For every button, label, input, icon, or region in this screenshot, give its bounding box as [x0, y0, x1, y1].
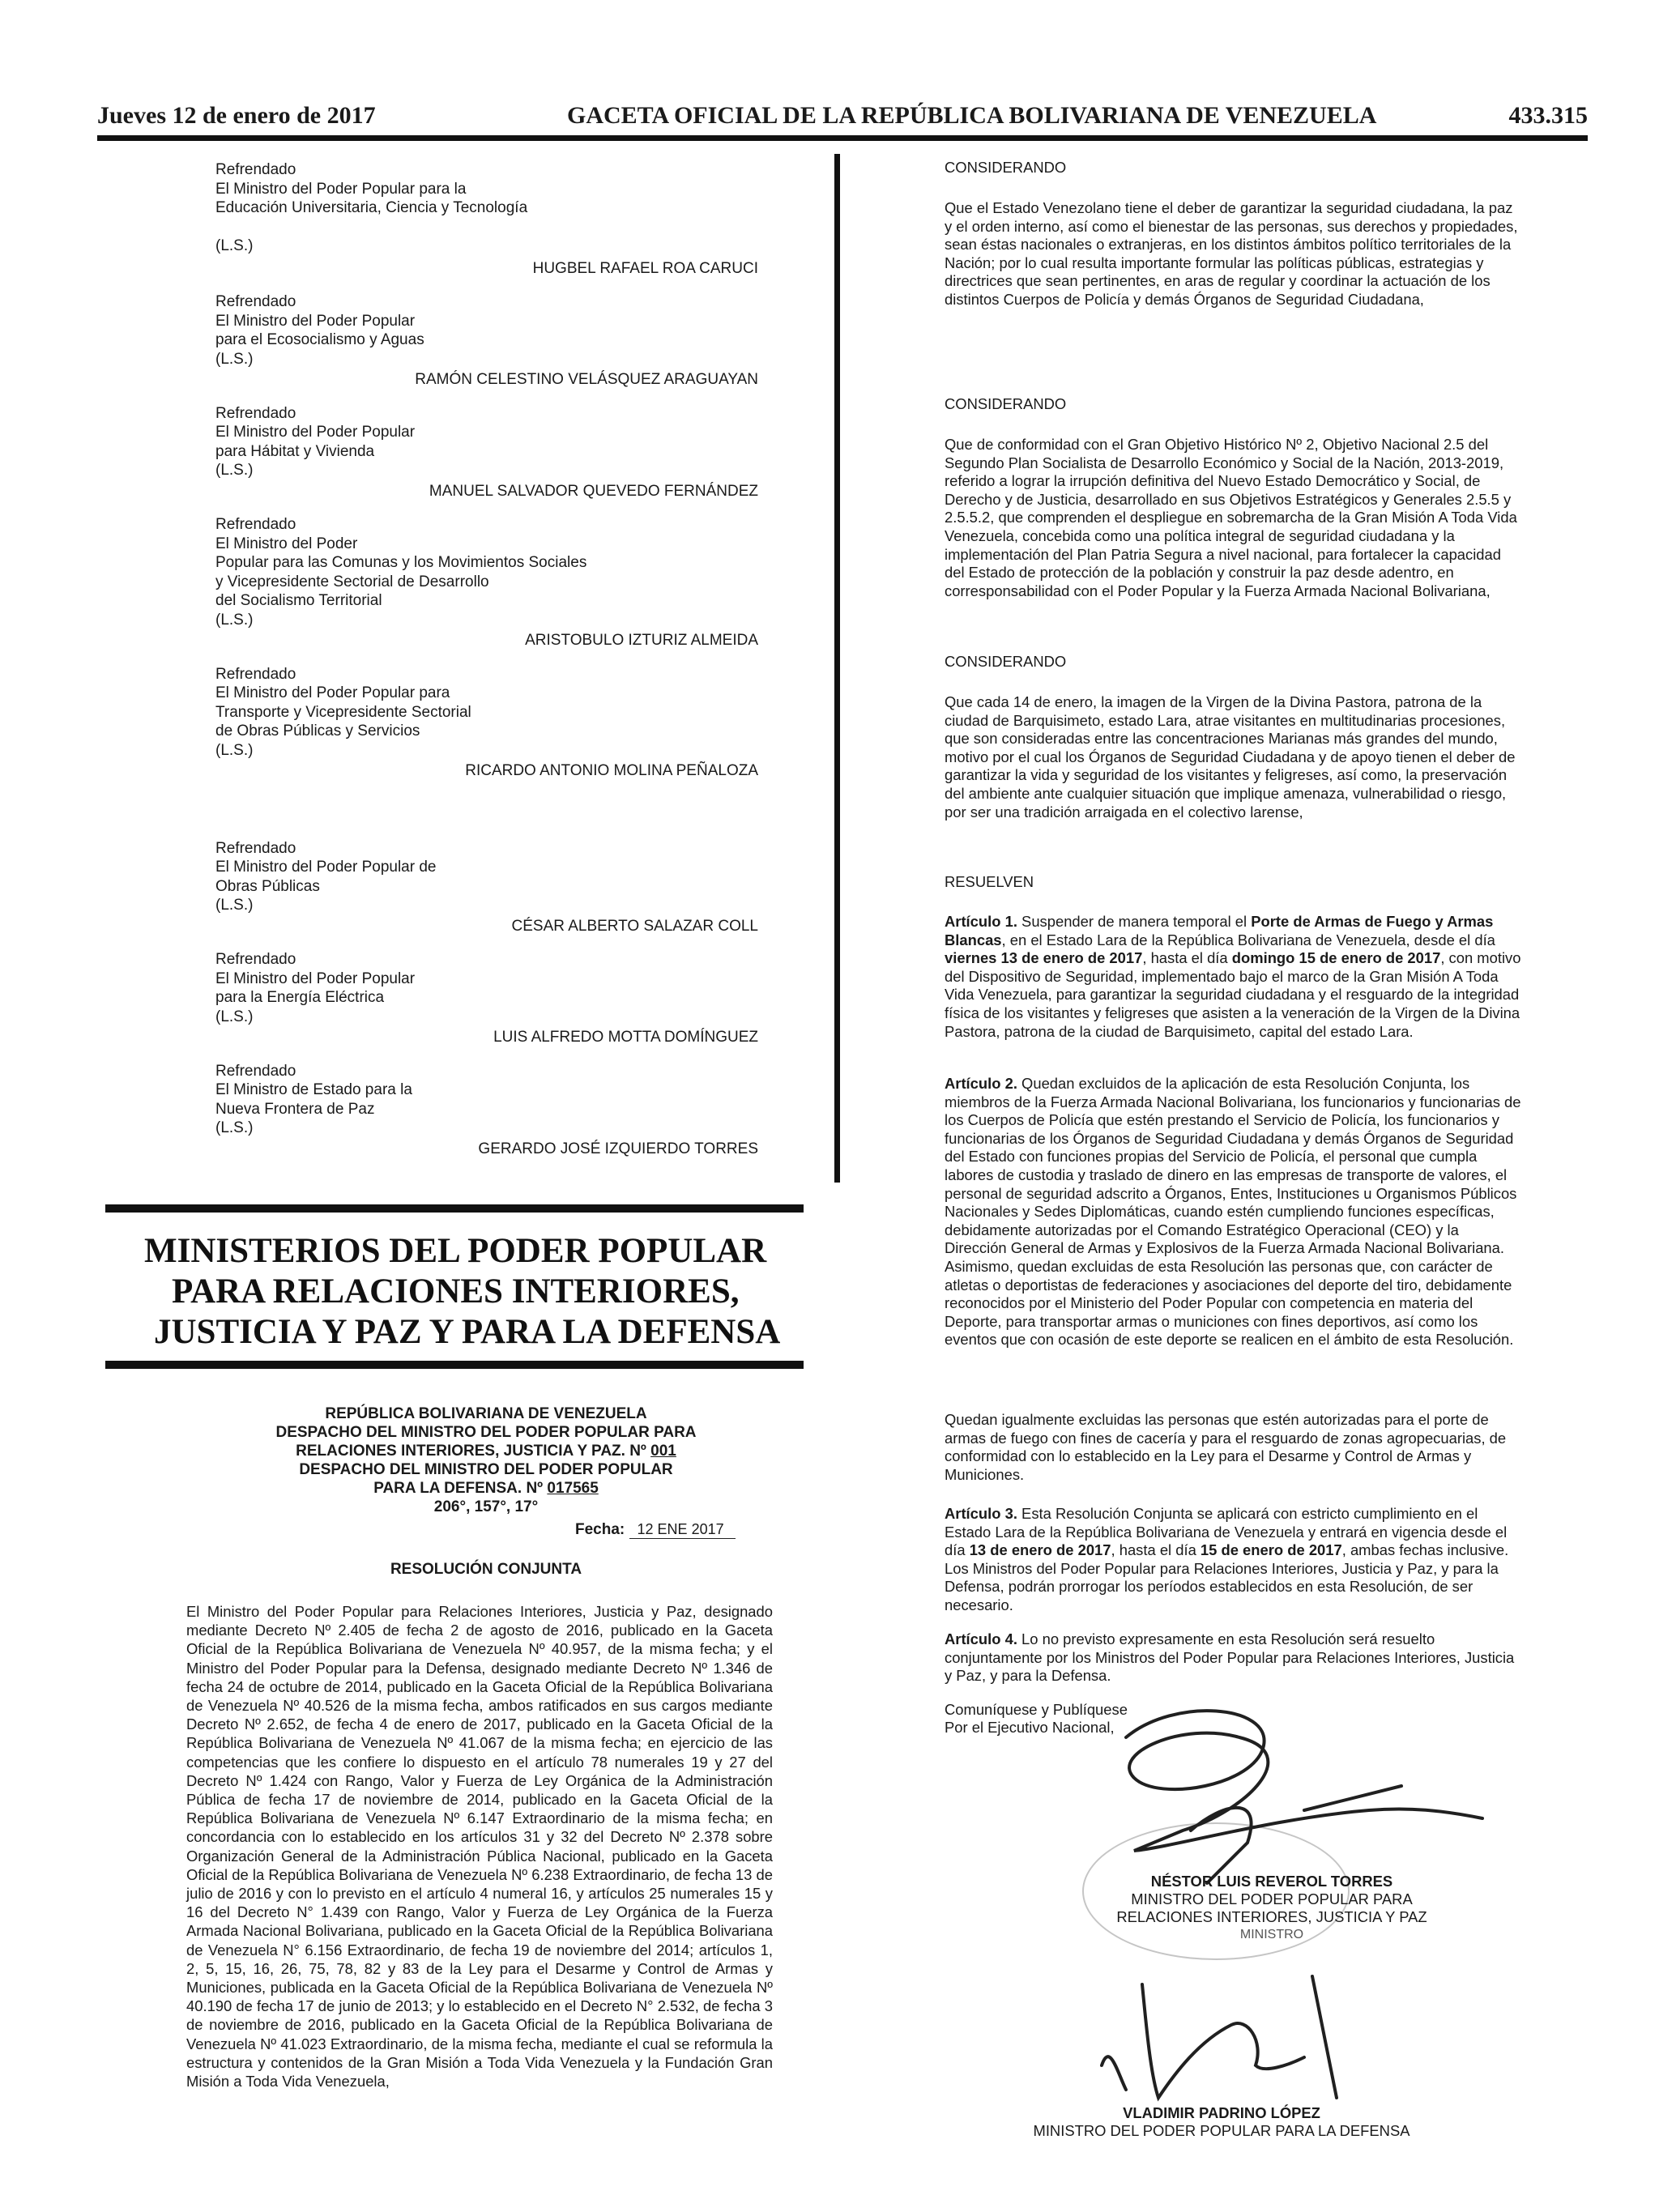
header-rule [97, 135, 1588, 141]
ref-line: Transporte y Vicepresidente Sectorial [215, 703, 471, 721]
refrendado-block [215, 515, 758, 650]
ref-line [215, 218, 758, 237]
considerando-heading: CONSIDERANDO [945, 653, 1067, 670]
fecha-value: 12 ENE 2017 [629, 1521, 736, 1539]
resolution-number: 017565 [547, 1480, 599, 1497]
ref-line: del Socialismo Territorial [215, 592, 382, 609]
resolution-number-label: PARA LA DEFENSA. Nº [373, 1480, 548, 1497]
ref-signer: LUIS ALFREDO MOTTA DOMÍNGUEZ [493, 1029, 758, 1046]
article-label: Artículo 2. [945, 1075, 1017, 1092]
resolution-header-line: 206°, 157°, 17° [433, 1498, 539, 1515]
ref-signer: RAMÓN CELESTINO VELÁSQUEZ ARAGUAYAN [415, 371, 758, 388]
article-text: , hasta el día [1142, 949, 1232, 967]
ref-signer: RICARDO ANTONIO MOLINA PEÑALOZA [465, 762, 758, 779]
ref-line: para el Ecosocialismo y Aguas [215, 331, 424, 348]
article-text: , con motivo del Dispositivo de Seguridad, implementado bajo el marco de la Gran Misión A Toda Vida Venezuela, para garantizar la seguridad ciudadana y el resguardo de la integridad física de los visitantes y feligreses que asisten a la veneración de la Virgen de la Divina Pastora, patrona de la ciudad de Barquisimeto, capital del estado Lara. [945, 949, 1521, 1040]
ref-line: El Ministro del Poder Popular de [215, 859, 437, 876]
resolution-header-line [194, 1479, 778, 1498]
signer-title: RELACIONES INTERIORES, JUSTICIA Y PAZ [1116, 1908, 1427, 1925]
ref-line: El Ministro del Poder Popular [215, 424, 416, 441]
ref-line: El Ministro del Poder [215, 535, 358, 552]
considerando-paragraph: Que cada 14 de enero, la imagen de la Virgen de la Divina Pastora, patrona de la ciudad de Barquisimeto, estado Lara, atrae visitantes en multitudinarias procesiones, que son consideradas entre las concentraciones Marianas más grandes del mundo, motivo por el cual los Órganos de Seguridad Ciudadana y de apoyo tienen el deber de garantizar la vida y seguridad de los visitantes y feligreses, así como, la preservación del ambiente ante cualquier situación que implique amenaza, vulnerabilidad o riesgo, por ser una tradición arraigada en el colectivo larense, [945, 693, 1516, 820]
resolution-number: 001 [650, 1443, 676, 1460]
seal-text: MINISTRO [1239, 1928, 1304, 1941]
article-emphasis: 15 de enero de 2017 [1200, 1541, 1342, 1559]
article-label: Artículo 1. [945, 913, 1017, 930]
article-text: , ambas fechas inclusive. Los Ministros del Poder Popular para Relaciones Interiores, Justicia y Paz, y para la Defensa, podrán prorrogar los períodos establecidos en esta Resolución, de ser necesario. [945, 1541, 1509, 1613]
article-emphasis: domingo 15 de enero de 2017 [1231, 949, 1441, 967]
article-text: Suspender de manera temporal el [1017, 913, 1252, 930]
ref-signer: GERARDO JOSÉ IZQUIERDO TORRES [478, 1140, 758, 1157]
exclusions-paragraph: Quedan igualmente excluidas las personas que estén autorizadas para el porte de armas de fuego con fines de cacería y para el resguardo de zonas agropecuarias, de conformidad con lo establecido en la Ley para el Desarme y Control de Armas y Municiones. [945, 1411, 1507, 1483]
column-divider [834, 154, 840, 1183]
signer-name: NÉSTOR LUIS REVEROL TORRES [1150, 1873, 1393, 1890]
refrendado-block [215, 404, 758, 501]
article-label: Artículo 4. [945, 1630, 1017, 1647]
fecha-label: Fecha: [575, 1521, 625, 1538]
refrendado-block [215, 292, 758, 390]
ref-line: El Ministro del Poder Popular para la [215, 180, 467, 198]
ref-line: Refrendado [215, 293, 296, 310]
ref-line: El Ministro del Poder Popular para [215, 684, 450, 701]
resolution-title: RESOLUCIÓN CONJUNTA [390, 1561, 582, 1578]
article-3 [945, 1505, 1521, 1615]
ref-line: El Ministro del Poder Popular [215, 312, 416, 330]
ref-line: Refrendado [215, 839, 296, 857]
ref-line: Refrendado [215, 951, 296, 968]
ref-line: (L.S.) [215, 611, 254, 629]
article-text: , hasta el día [1111, 1541, 1201, 1559]
article-emphasis: 13 de enero de 2017 [969, 1541, 1111, 1559]
gazette-header [97, 102, 1588, 138]
resuelven-heading: RESUELVEN [945, 873, 1034, 890]
article-4 [945, 1630, 1521, 1686]
header-date: Jueves 12 de enero de 2017 [97, 102, 376, 129]
article-text: Esta Resolución Conjunta se aplicará con estricto cumplimiento en el Estado Lara de la República Bolivariana de Venezuela y entrará en vigencia desde el día [945, 1505, 1508, 1559]
ref-line: y Vicepresidente Sectorial de Desarrollo [215, 573, 489, 590]
considerando-heading: CONSIDERANDO [945, 395, 1067, 412]
banner-rule-bottom [105, 1361, 804, 1369]
signer-title: MINISTRO DEL PODER POPULAR PARA LA DEFENSA [1033, 2122, 1410, 2139]
signature-block-interior [1077, 1873, 1466, 1944]
refrendados-list [215, 160, 758, 1158]
banner-line: JUSTICIA Y PAZ Y PARA LA DEFENSA [154, 1313, 781, 1351]
article-emphasis: viernes 13 de enero de 2017 [945, 949, 1143, 967]
ref-line: Nueva Frontera de Paz [215, 1100, 375, 1118]
ref-line: Popular para las Comunas y los Movimientos Sociales [215, 554, 587, 571]
ref-line: de Obras Públicas y Servicios [215, 722, 420, 739]
ref-signer: MANUEL SALVADOR QUEVEDO FERNÁNDEZ [429, 482, 758, 500]
resolution-number-label: RELACIONES INTERIORES, JUSTICIA Y PAZ. Nº [296, 1443, 651, 1460]
ref-line: (L.S.) [215, 350, 254, 368]
ref-signer: HUGBEL RAFAEL ROA CARUCI [532, 259, 758, 277]
refrendado-block [215, 1062, 758, 1159]
banner-rule-top [105, 1204, 804, 1213]
ministries-banner [105, 1231, 804, 1353]
ref-line: (L.S.) [215, 462, 254, 479]
ref-line: Refrendado [215, 1062, 296, 1080]
refrendado-block [215, 665, 758, 781]
ref-line: para Hábitat y Vivienda [215, 442, 375, 460]
ref-line: El Ministro del Poder Popular [215, 970, 416, 987]
ref-line: Refrendado [215, 516, 296, 533]
closing-line: Comuníquese y Publíquese [945, 1701, 1128, 1718]
header-page-number: 433.315 [1508, 102, 1588, 129]
ref-line: (L.S.) [215, 741, 254, 759]
article-1 [945, 913, 1521, 1041]
ref-signer: ARISTOBULO IZTURIZ ALMEIDA [525, 632, 758, 649]
resolution-date [575, 1521, 736, 1539]
article-label: Artículo 3. [945, 1505, 1017, 1522]
considerando-paragraph: Que el Estado Venezolano tiene el deber de garantizar la seguridad ciudadana, la paz y el orden interno, así como el bienestar de las personas, sus derechos y propiedades, sean éstas nacionales o extranjeras, en los distintos ámbitos político territoriales de la Nación; por lo cual resulta importante formular las políticas públicas, estrategias y directrices que sean pertinentes, en aras de regular y coordinar la actuación de los distintos Cuerpos de Policía y demás Órganos de Seguridad Ciudadana, [945, 199, 1518, 308]
considerando-paragraph: Que de conformidad con el Gran Objetivo Histórico Nº 2, Objetivo Nacional 2.5 del Segundo Plan Socialista de Desarrollo Económico y Social de la Nación, 2013-2019, referido a lograr la irrupción definitiva del Nuevo Estado Democrático y Social, de Derecho y de Justicia, desarrollado en sus Objetivos Estratégicos y Generales 2.5.5 y 2.5.5.2, que comprenden el despliegue en sobremarcha de la Gran Misión A Toda Vida Venezuela, concebida como una política integral de seguridad ciudadana y la implementación del Plan Patria Segura a nivel nacional, para fortalecer la capacidad del Estado de protección de la población y construir la paz desde adentro, en corresponsabilidad con el Poder Popular y la Fuerza Armada Nacional Bolivariana, [945, 436, 1517, 599]
refrendado-block [215, 950, 758, 1047]
banner-line: PARA RELACIONES INTERIORES, [172, 1272, 740, 1311]
banner-line: MINISTERIOS DEL PODER POPULAR [144, 1232, 767, 1270]
resolution-header-line [194, 1442, 778, 1460]
resolution-header-line: DESPACHO DEL MINISTRO DEL PODER POPULAR [299, 1461, 673, 1478]
header-title: GACETA OFICIAL DE LA REPÚBLICA BOLIVARIANA DE VENEZUELA [567, 102, 1377, 129]
ref-line: (L.S.) [215, 237, 254, 254]
resolution-header-line: DESPACHO DEL MINISTRO DEL PODER POPULAR PARA [275, 1424, 697, 1441]
signer-title: MINISTRO DEL PODER POPULAR PARA [1131, 1890, 1413, 1907]
resolution-preamble: El Ministro del Poder Popular para Relaciones Interiores, Justicia y Paz, designado mediante Decreto Nº 2.405 de fecha 2 de agosto de 2016, publicado en la Gaceta Oficial de la República Bolivariana de Venezuela Nº 40.957, de la misma fecha; y el Ministro del Poder Popular para la Defensa, designado mediante Decreto Nº 1.346 de fecha 24 de octubre de 2014, publicado en la Gaceta Oficial de la República Bolivariana de Venezuela Nº 40.526 de la misma fecha, ambos ratificados en sus cargos mediante Decreto Nº 2.652, de fecha 4 de enero de 2017, publicado en la Gaceta Oficial de la República Bolivariana de Venezuela Nº 41.067 de la misma fecha; en ejercicio de las competencias que les confiere lo dispuesto en el artículo 78 numerales 19 y 27 del Decreto Nº 1.424 con Rango, Valor y Fuerza de Ley Orgánica de la Administración Pública de fecha 17 de noviembre de 2014, publicado en la Gaceta Oficial de la República Bolivariana de Venezuela Nº 6.147 Extraordinario de la misma fecha; en concordancia con lo establecido en los artículos 31 y 32 del Decreto Nº 2.378 sobre Organización General de la Administración Pública Nacional, publicado en la Gaceta Oficial de la República Bolivariana de Venezuela Nº 6.238 Extraordinario, de fecha 13 de julio de 2016 y con lo previsto en el artículo 4 numeral 16, y artículos 25 numerales 15 y 16 del Decreto N° 1.439 con Rango, Valor y Fuerza de Ley Orgánica de la Fuerza Armada Nacional Bolivariana, publicado en la Gaceta Oficial de la República Bolivariana de Venezuela N° 6.156 Extraordinario, de fecha 19 de noviembre del 2014; artículos 1, 2, 5, 15, 16, 26, 75, 78, 82 y 83 de la Ley para el Desarme y Control de Armas y Municiones, publicada en la Gaceta Oficial de la República Bolivariana de Venezuela Nº 40.190 de fecha 17 de junio de 2013; y lo establecido en el Decreto N° 2.532, de fecha 3 de noviembre de 2016, publicado en la Gaceta Oficial de la República Bolivariana de Venezuela Nº 41.023 Extraordinario, de la misma fecha, mediante el cual se reformula la estructura y contenidos de la Gran Misión a Toda Vida Venezuela y la Fundación Gran Misión a Toda Vida Venezuela, [186, 1603, 773, 2091]
considerando-heading: CONSIDERANDO [945, 159, 1067, 176]
article-emphasis: Porte de Armas de Fuego y Armas Blancas [945, 913, 1494, 948]
resolution-header [194, 1404, 778, 1516]
article-text: , en el Estado Lara de la República Bolivariana de Venezuela, desde el día [1001, 931, 1495, 948]
refrendado-block [215, 839, 758, 936]
ref-line: Refrendado [215, 404, 296, 422]
signer-name: VLADIMIR PADRINO LÓPEZ [1123, 2104, 1320, 2121]
article-text: Quedan excluidos de la aplicación de esta Resolución Conjunta, los miembros de la Fuerza Armada Nacional Bolivariana, los funcionarios y funcionarias de los Cuerpos de Policía que estén prestando el Servicio de Policía, los funcionarios y funcionarias de los Órganos de Seguridad Ciudadana y demás Órganos de Seguridad del Estado con funciones propias del Servicio de Policía, el personal que cumpla labores de custodia y traslado de dinero en las empresas de transporte de valores, el personal de seguridad adscrito a Órganos, Entes, Instituciones u Organismos Públicos Nacionales y Sedes Diplomáticas, cuando estén cumpliendo funciones específicas, debidamente autorizadas por el Comando Estratégico Operacional (CEO) y la Dirección General de Armas y Explosivos de la Fuerza Armada Nacional Bolivariana. Asimismo, quedan excluidas de esta Resolución las personas que, con carácter de atletas o deportistas de federaciones y asociaciones del deporte del tiro, debidamente reconocidos por el Ministerio del Poder Popular con competencia en materia del Deporte, para transportar armas o municiones con fines deportivos, así como los eventos que con ocasión de este deporte se realicen en el ámbito de esta Resolución. [945, 1075, 1521, 1349]
ref-line: (L.S.) [215, 1119, 254, 1136]
signature-scribble-icon [1069, 1952, 1410, 2114]
ref-line: Refrendado [215, 665, 296, 683]
ref-line: Educación Universitaria, Ciencia y Tecnología [215, 199, 528, 216]
closing-formula [945, 1701, 1521, 1737]
ref-line: para la Energía Eléctrica [215, 989, 385, 1006]
ref-line: (L.S.) [215, 897, 254, 914]
ref-signer: CÉSAR ALBERTO SALAZAR COLL [511, 917, 758, 935]
ref-line: Obras Públicas [215, 877, 320, 895]
ref-line: (L.S.) [215, 1008, 254, 1025]
refrendado-block [215, 160, 758, 278]
article-2 [945, 1075, 1521, 1349]
signature-block-defense [1027, 2104, 1416, 2140]
resolution-header-line: REPÚBLICA BOLIVARIANA DE VENEZUELA [325, 1405, 647, 1422]
closing-line: Por el Ejecutivo Nacional, [945, 1719, 1115, 1736]
article-text: Lo no previsto expresamente en esta Resolución será resuelto conjuntamente por los Ministros del Poder Popular para Relaciones Interiores, Justicia y Paz, y para la Defensa. [945, 1630, 1515, 1685]
ref-line: El Ministro de Estado para la [215, 1081, 412, 1098]
ref-line: Refrendado [215, 161, 296, 178]
